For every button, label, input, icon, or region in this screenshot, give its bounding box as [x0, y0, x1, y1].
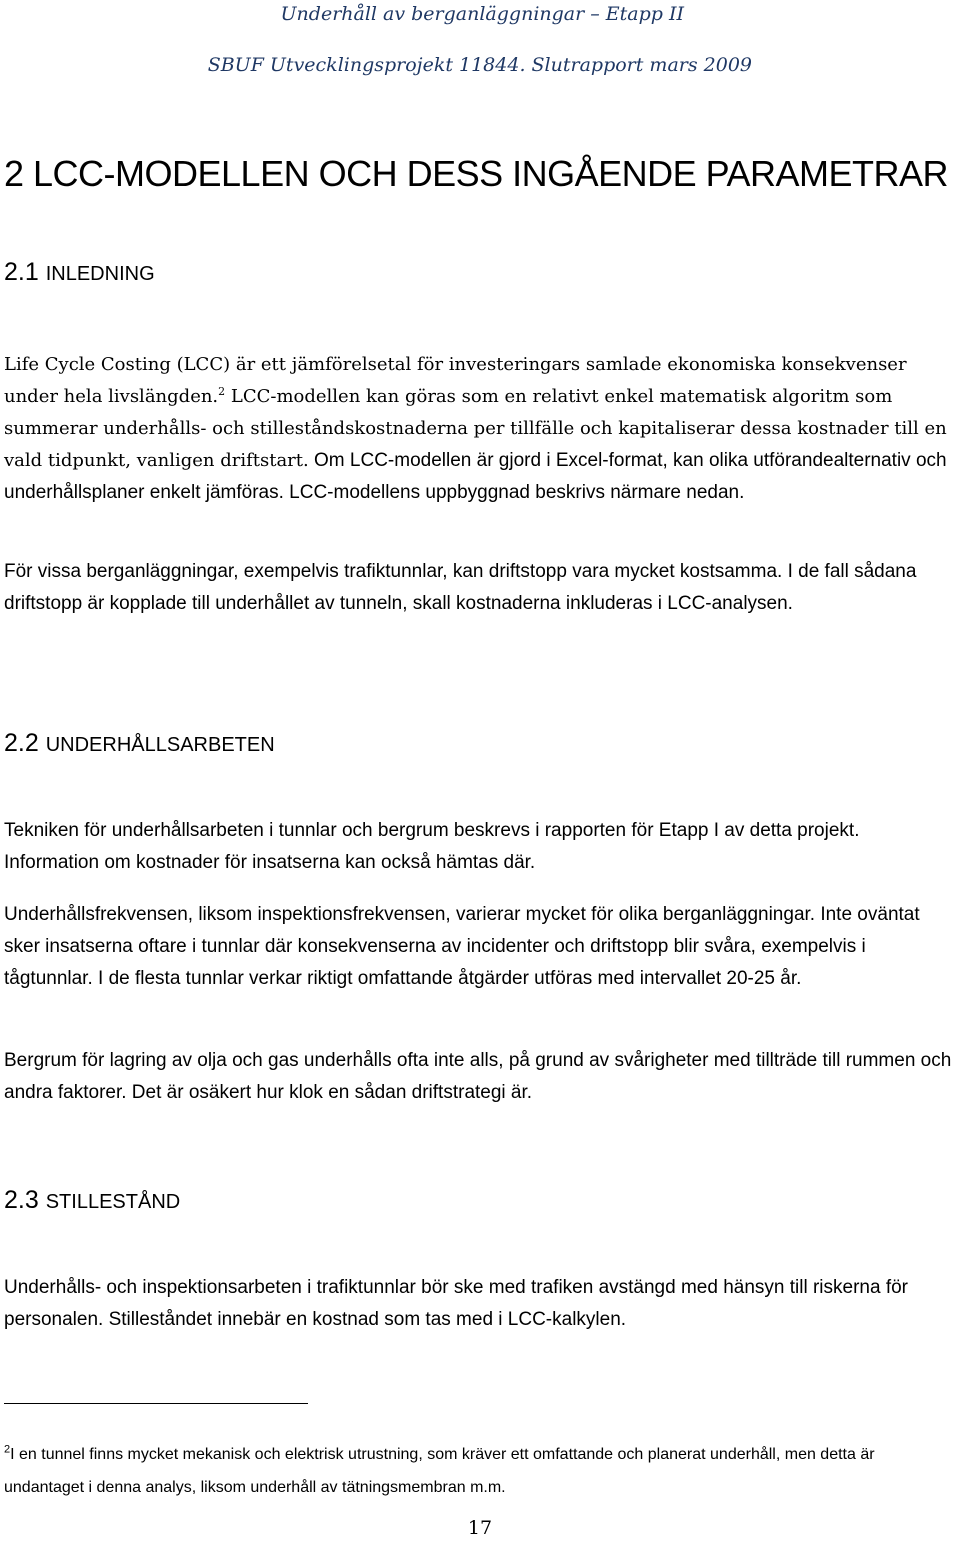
footnote-marker: 2 — [4, 1443, 11, 1456]
section-heading-2-2 — [4, 729, 275, 758]
section-title: STILLESTÅND — [45, 1191, 181, 1213]
paragraph-tekniken: Tekniken för underhållsarbeten i tunnlar och bergrum beskrevs i rapporten för Etapp I av detta projekt. Information om kostnader för insatserna kan också hämtas där. — [4, 820, 860, 873]
paragraph-bergrum: Bergrum för lagring av olja och gas underhålls ofta inte alls, på grund av svårigheter med tillträde till rummen och andra faktorer. Det är osäkert hur klok en sådan driftstrategi är. — [4, 1050, 952, 1103]
page-number: 17 — [467, 1517, 493, 1539]
section-number: 2.3 — [4, 1186, 39, 1214]
section-title: UNDERHÅLLSARBETEN — [45, 734, 275, 756]
chapter-heading: 2 LCC-MODELLEN OCH DESS INGÅENDE PARAMETRAR — [4, 153, 949, 194]
footnote-reference: 2 — [218, 385, 226, 398]
paragraph-lcc-intro — [4, 349, 959, 509]
section-title: INLEDNING — [45, 263, 155, 285]
paragraph-text: Om LCC-modellen är gjord i Excel-format, kan olika utförandealternativ och underhållsplaner enkelt jämföras. LCC-modellens uppbyggnad beskrivs närmare nedan. — [4, 450, 947, 503]
footnote-text: I en tunnel finns mycket mekanisk och elektrisk utrustning, som kräver ett omfattande och planerat underhåll, men detta är undantaget i denna analys, liksom underhåll av tätningsmembran m.m. — [4, 1446, 875, 1496]
footnote-separator — [4, 1403, 308, 1404]
section-number: 2.2 — [4, 729, 39, 757]
paragraph-text: Life Cycle Costing (LCC) är ett jämförelsetal för investeringars samlade ekonomiska konsekvenser under hela livslängden. — [4, 354, 907, 407]
paragraph-stillestand: Underhålls- och inspektionsarbeten i trafiktunnlar bör ske med trafiken avstängd med hänsyn till riskerna för personalen. Stilleståndet innebär en kostnad som tas med i LCC-kalkylen. — [4, 1277, 909, 1330]
section-number: 2.1 — [4, 258, 39, 286]
paragraph-driftstopp: För vissa berganläggningar, exempelvis trafiktunnlar, kan driftstopp vara mycket kostsamma. I de fall sådana driftstopp är kopplade till underhållet av tunneln, skall kostnaderna inkluderas i LCC-analysen. — [4, 561, 917, 614]
footnote — [4, 1438, 959, 1504]
paragraph-text: LCC-modellen kan göras som en relativt enkel matematisk algoritm som summerar underhålls- och stilleståndskostnaderna per tillfälle och kapitaliserar dessa kostnader till en vald tidpunkt, vanligen driftstart. — [4, 386, 947, 471]
section-heading-2-3 — [4, 1186, 180, 1215]
running-header-title: Underhåll av berganläggningar – Etapp II — [280, 3, 684, 25]
running-header-subtitle: SBUF Utvecklingsprojekt 11844. Slutrapport mars 2009 — [207, 54, 752, 76]
paragraph-underhallsfrekvens: Underhållsfrekvensen, liksom inspektionsfrekvensen, varierar mycket för olika berganläggningar. Inte oväntat sker insatserna oftare i tunnlar där konsekvenserna av incidenter och driftstopp blir svåra, exempelvis i tågtunnlar. I de flesta tunnlar verkar riktigt omfattande åtgärder utföras med intervallet 20-25 år. — [4, 904, 920, 989]
section-heading-2-1 — [4, 258, 155, 287]
